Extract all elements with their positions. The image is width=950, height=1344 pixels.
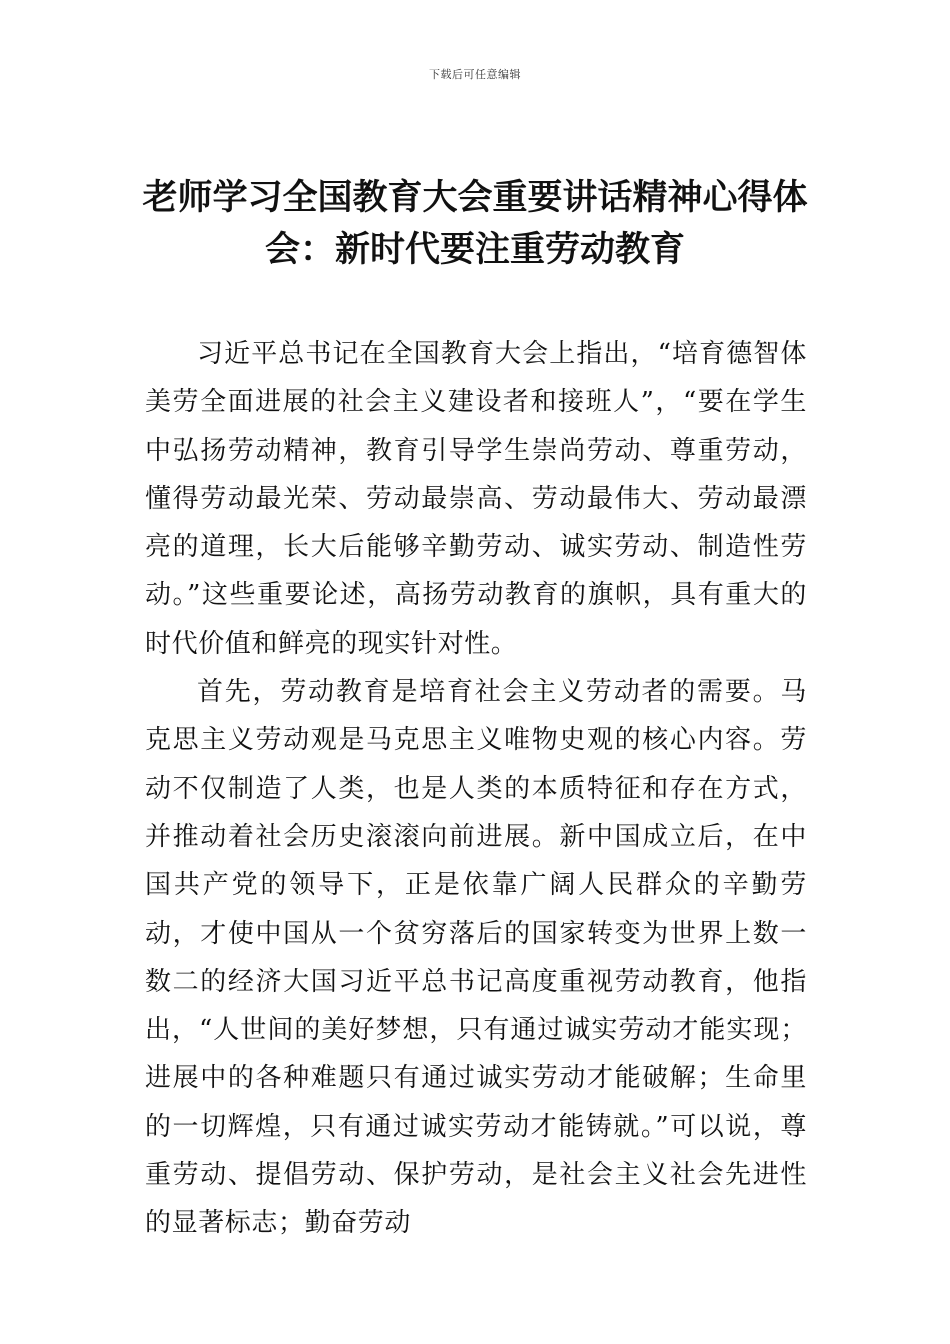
download-note: 下载后可任意编辑 — [429, 68, 521, 81]
paragraph-first-point: 首先，劳动教育是培育社会主义劳动者的需要。马克思主义劳动观是马克思主义唯物史观的核心内容。劳动不仅制造了人类，也是人类的本质特征和存在方式，并推动着社会历史滚滚向前进展。新中国成立后，在中国共产党的领导下，正是依靠广阔人民群众的辛勤劳动，才使中国从一个贫穷落后的国家转变为世界上数一数二的经济大国习近平总书记高度重视劳动教育，他指出，“人世间的美好梦想，只有通过诚实劳动才能实现；进展中的各种难题只有通过诚实劳动才能破解；生命里的一切辉煌，只有通过诚实劳动才能铸就。”可以说，尊重劳动、提倡劳动、保护劳动，是社会主义社会先进性的显著标志；勤奋劳动 — [145, 677, 807, 1239]
paragraph-intro: 习近平总书记在全国教育大会上指出，“培育德智体美劳全面进展的社会主义建设者和接班人”，“要在学生中弘扬劳动精神，教育引导学生崇尚劳动、尊重劳动，懂得劳动最光荣、劳动最崇高、劳动最伟大、劳动最漂亮的道理，长大后能够辛勤劳动、诚实劳动、制造性劳动。”这些重要论述，高扬劳动教育的旗帜，具有重大的时代价值和鲜亮的现实针对性。 — [145, 339, 807, 659]
document-body — [145, 330, 807, 1248]
document-title: 老师学习全国教育大会重要讲话精神心得体会：新时代要注重劳动教育 — [142, 178, 808, 270]
